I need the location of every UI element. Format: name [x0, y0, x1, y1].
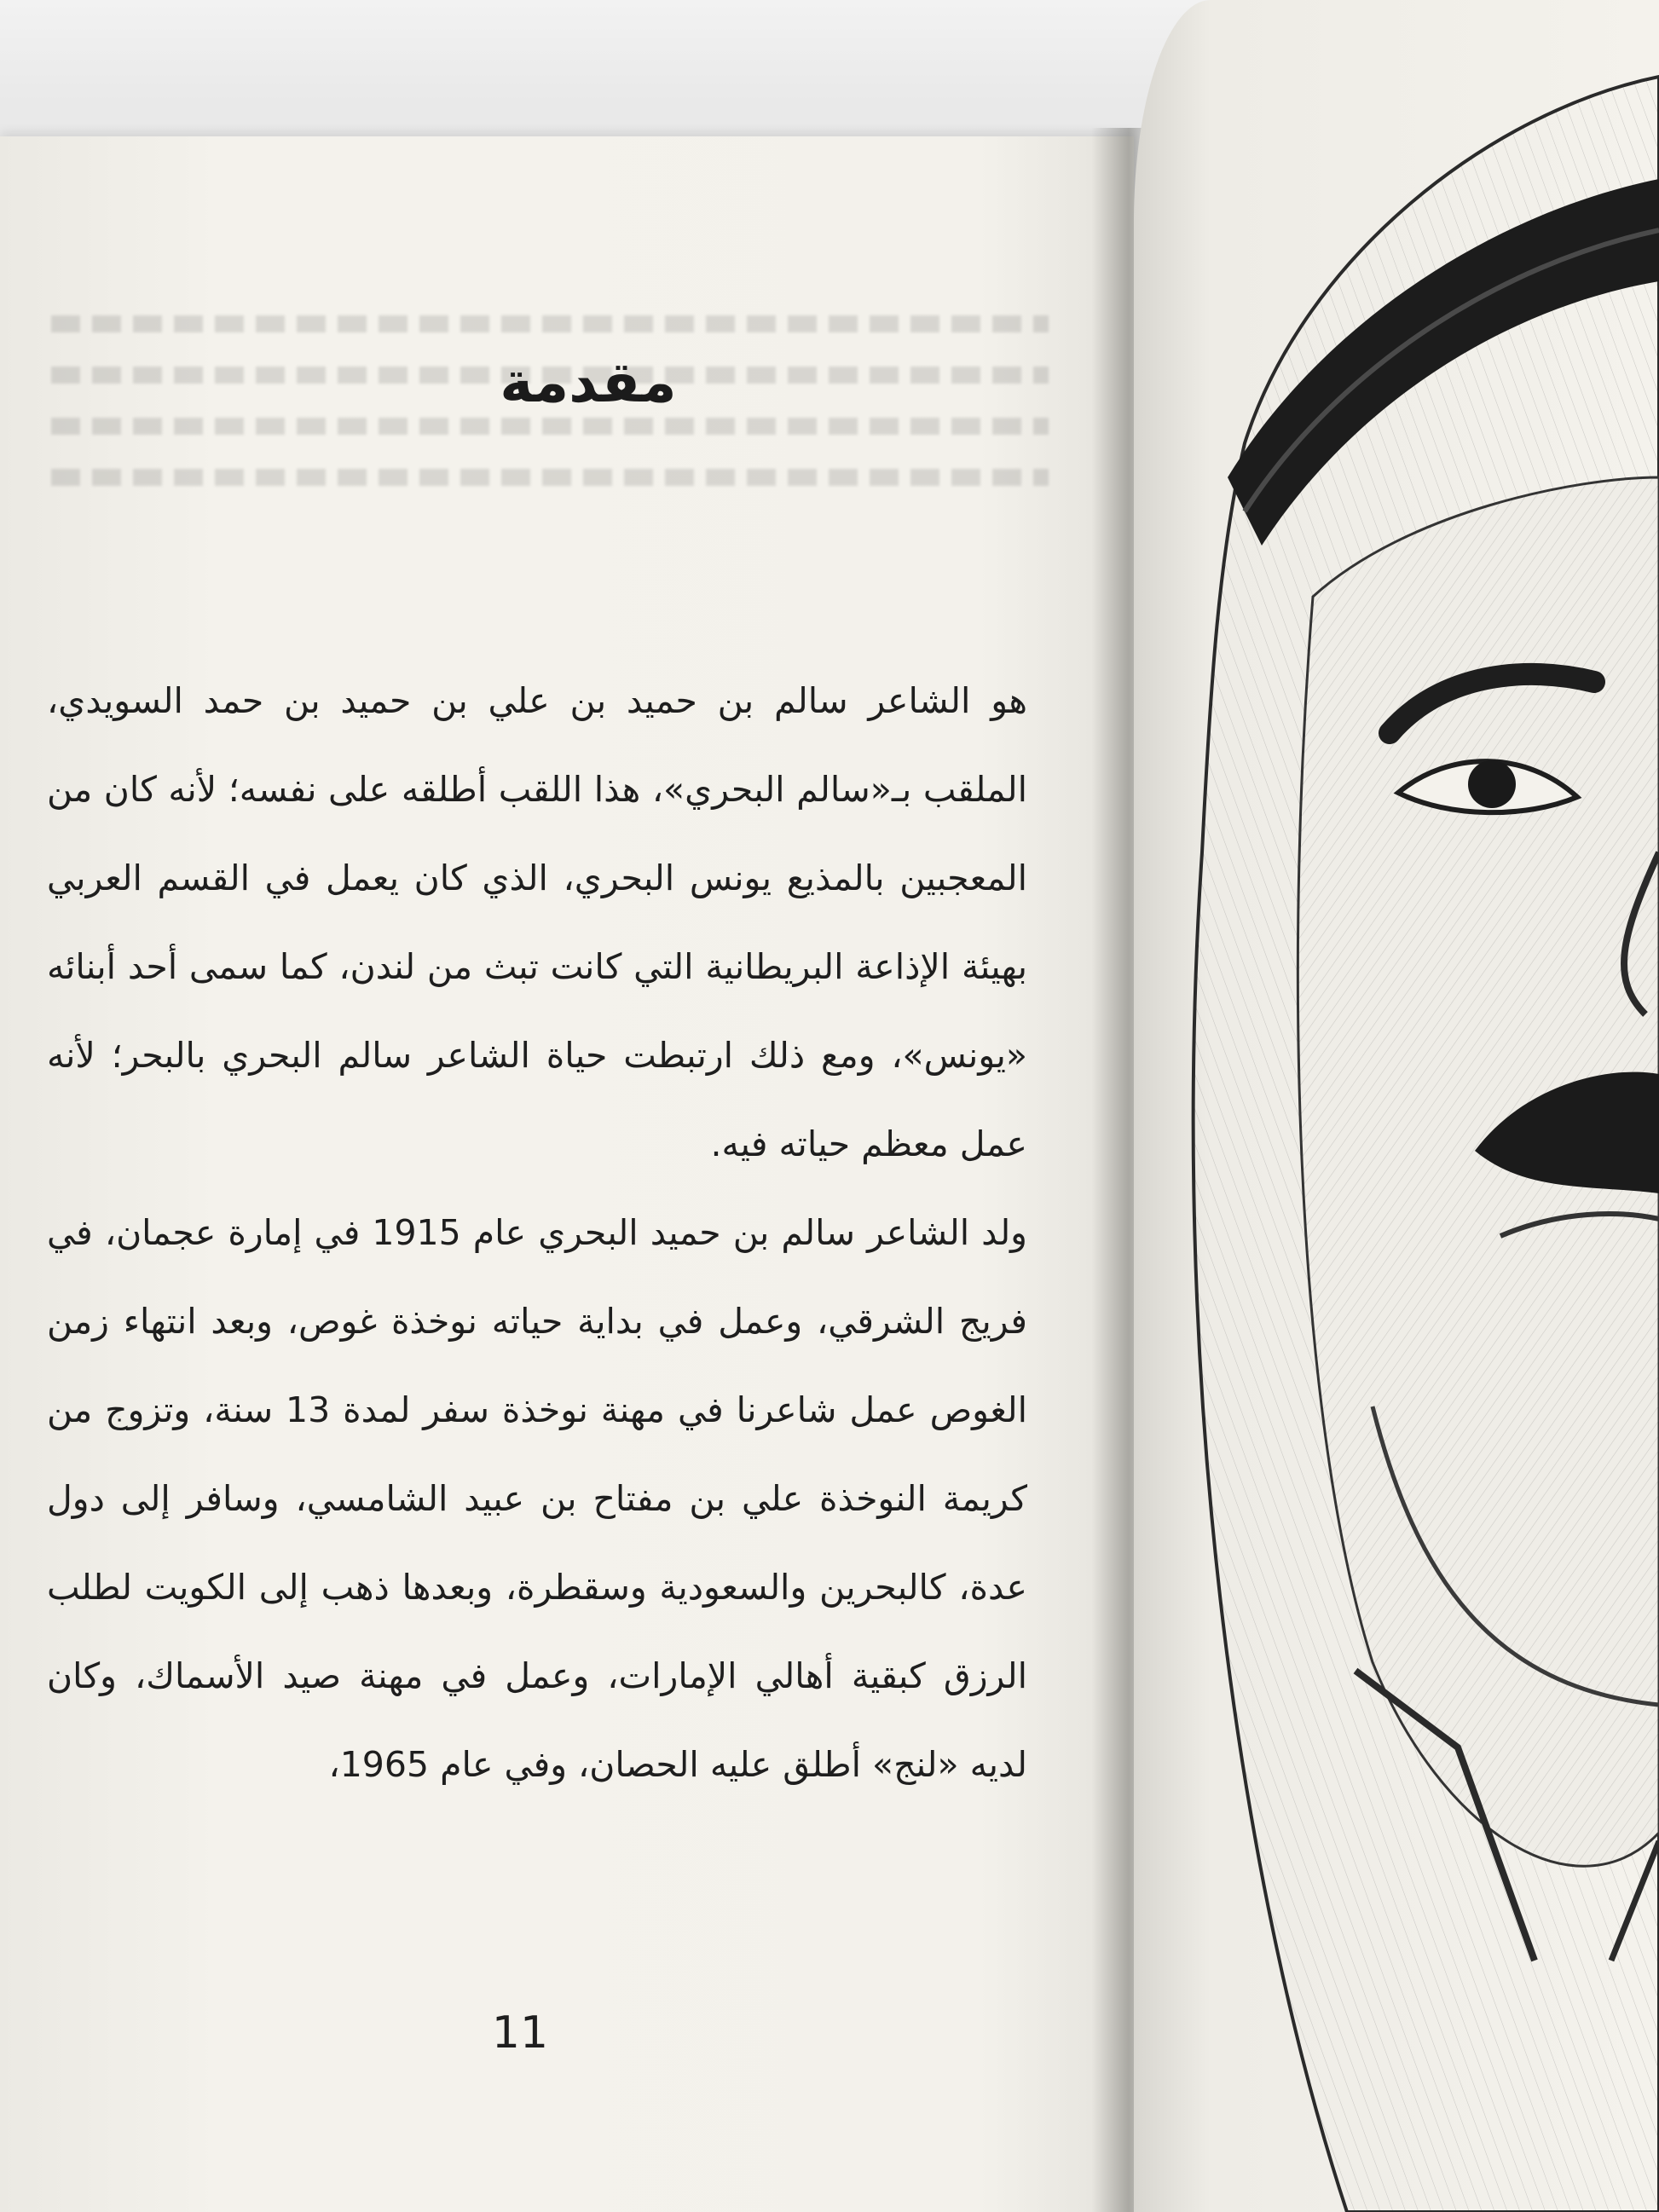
- portrait-illustration: [1134, 0, 1659, 2212]
- page-title: مقدمة: [500, 349, 677, 415]
- right-book-page: [1134, 0, 1659, 2212]
- paragraph-1: هو الشاعر سالم بن حميد بن علي بن حميد بن حمد السويدي، الملقب بـ«سالم البحري»، هذا اللقب أطلقه على نفسه؛ لأنه كان من المعجبين بالمذيع يونس البحري، الذي كان يعمل في القسم العربي بهيئة الإذاعة البريطانية التي كانت تبث من لندن، كما سمى أحد أبنائه «يونس»، ومع ذلك ارتبطت حياة الشاعر سالم البحري بالبحر؛ لأنه عمل معظم حياته فيه.: [47, 680, 1027, 1164]
- paragraph-2: ولد الشاعر سالم بن حميد البحري عام 1915 في إمارة عجمان، في فريج الشرقي، وعمل في بداية حياته نوخذة غوص، وبعد انتهاء زمن الغوص عمل شاعرنا في مهنة نوخذة سفر لمدة 13 سنة، وتزوج من كريمة النوخذة علي بن مفتاح بن عبيد الشامسي، وسافر إلى دول عدة، كالبحرين والسعودية وسقطرة، وبعدها ذهب إلى الكويت لطلب الرزق كبقية أهالي الإمارات، وعمل في مهنة صيد الأسماك، وكان لديه «لنج» أطلق عليه الحصان، وفي عام 1965،: [47, 1212, 1027, 1785]
- page-number: 11: [491, 2007, 549, 2059]
- show-through-text: [51, 315, 1049, 520]
- body-text: [47, 656, 1027, 1809]
